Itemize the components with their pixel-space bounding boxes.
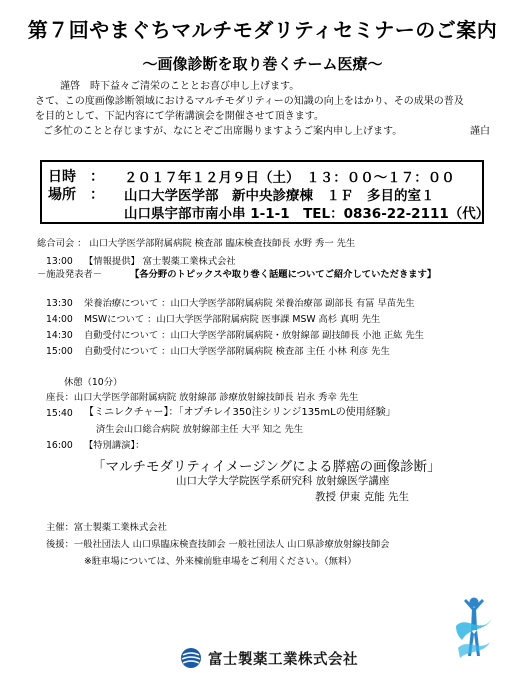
company-globe-icon: [180, 647, 202, 669]
event-info-box: [40, 160, 490, 224]
chair: 座長：山口大学医学部附属病院 放射線部 診療放射線技師長 岩永 秀幸 先生: [46, 392, 359, 403]
date-value: ２０１７年１２月９日（土） １３：００～１７：００: [124, 170, 455, 186]
talk-text: 栄養治療について ：山口大学医学部附属病院 栄養治療部 副部長 有冨 早苗先生: [84, 298, 415, 309]
special-lecture-speaker: 教授 伊東 克能 先生: [315, 491, 410, 503]
talk-text: 自動受付について ：山口大学医学部附属病院 検査部 主任 小林 利彦 先生: [84, 346, 390, 357]
page-title: 第７回やまぐちマルチモダリティセミナーのご案内: [27, 18, 498, 42]
break-label: 休憩（10分）: [64, 377, 123, 388]
place-label: 場所 ：: [48, 187, 104, 203]
talk-time: 15:00: [46, 346, 73, 357]
special-lecture-title: 「マルチモダリティイメージングによる膵癌の画像診断」: [92, 459, 441, 475]
parking-note: ※駐車場については、外来棟前駐車場をご利用ください。（無料）: [84, 556, 357, 567]
special-lecture-affiliation: 山口大学大学院医学系研究科 放射線医学講座: [176, 475, 390, 487]
date-label: 日時 ：: [48, 169, 104, 185]
moderator: 総合司会 ： 山口大学医学部附属病院 検査部 臨床検査技師長 水野 秀一 先生: [37, 238, 356, 249]
info-text: 【情報提供】 富士製薬工業株式会社: [84, 256, 236, 267]
mascot-figure-icon: [452, 596, 496, 664]
info-time: 13:00: [46, 256, 73, 267]
organizer: 主催：富士製薬工業株式会社: [46, 522, 167, 533]
supporters: 後援：一般社団法人 山口県臨床検査技師会 一般社団法人 山口県診療放射線技師会: [46, 539, 390, 550]
presenters-label: －施設発表者－: [37, 269, 103, 280]
greeting-line-3: を目的として、下記内容にて学術講演会を開催させて頂きます。: [35, 111, 324, 122]
page-subtitle: ～画像診断を取り巻くチーム医療～: [142, 55, 383, 73]
address: 山口県宇部市南小串 1-1-1 TEL：0836-22-2111（代）: [124, 206, 490, 222]
talk-time: 13:30: [46, 298, 73, 309]
talk-time: 14:30: [46, 330, 73, 341]
company-logo: [180, 647, 358, 669]
mini-lecture-title: 【ミニレクチャー】：「オプチレイ350注シリンジ135mLの使用経験」: [84, 407, 396, 418]
greeting-line-4: ご多忙のことと存じますが、なにとぞご出席賜りますようご案内申し上げます。: [43, 126, 403, 137]
talk-text: 自動受付について ：山口大学医学部附属病院・放射線部 副技師長 小池 正紘 先生: [84, 330, 424, 341]
place-value: 山口大学医学部 新中央診療棟 １Ｆ 多目的室１: [124, 188, 435, 204]
mini-lecture-time: 15:40: [46, 408, 73, 419]
talk-text: MSWについて ：山口大学医学部附属病院 医事課 MSW 高杉 真明 先生: [84, 314, 381, 325]
greeting-closing: 謹白: [470, 126, 490, 137]
company-name: 富士製薬工業株式会社: [208, 651, 358, 668]
mini-lecture-speaker: 済生会山口総合病院 放射線部主任 大平 知之 先生: [96, 424, 304, 435]
special-lecture-label: 【特別講演】：: [84, 440, 145, 451]
special-lecture-time: 16:00: [46, 440, 73, 451]
presenters-note: 【各分野のトピックスや取り巻く話題についてご紹介していただきます】: [130, 269, 437, 280]
greeting-line-1: 謹啓 時下益々ご清栄のこととお喜び申し上げます。: [60, 81, 300, 92]
talk-time: 14:00: [46, 314, 73, 325]
greeting-line-2: さて、この度画像診断領域におけるマルチモダリティーの知識の向上をはかり、その成果の普及: [35, 96, 464, 107]
